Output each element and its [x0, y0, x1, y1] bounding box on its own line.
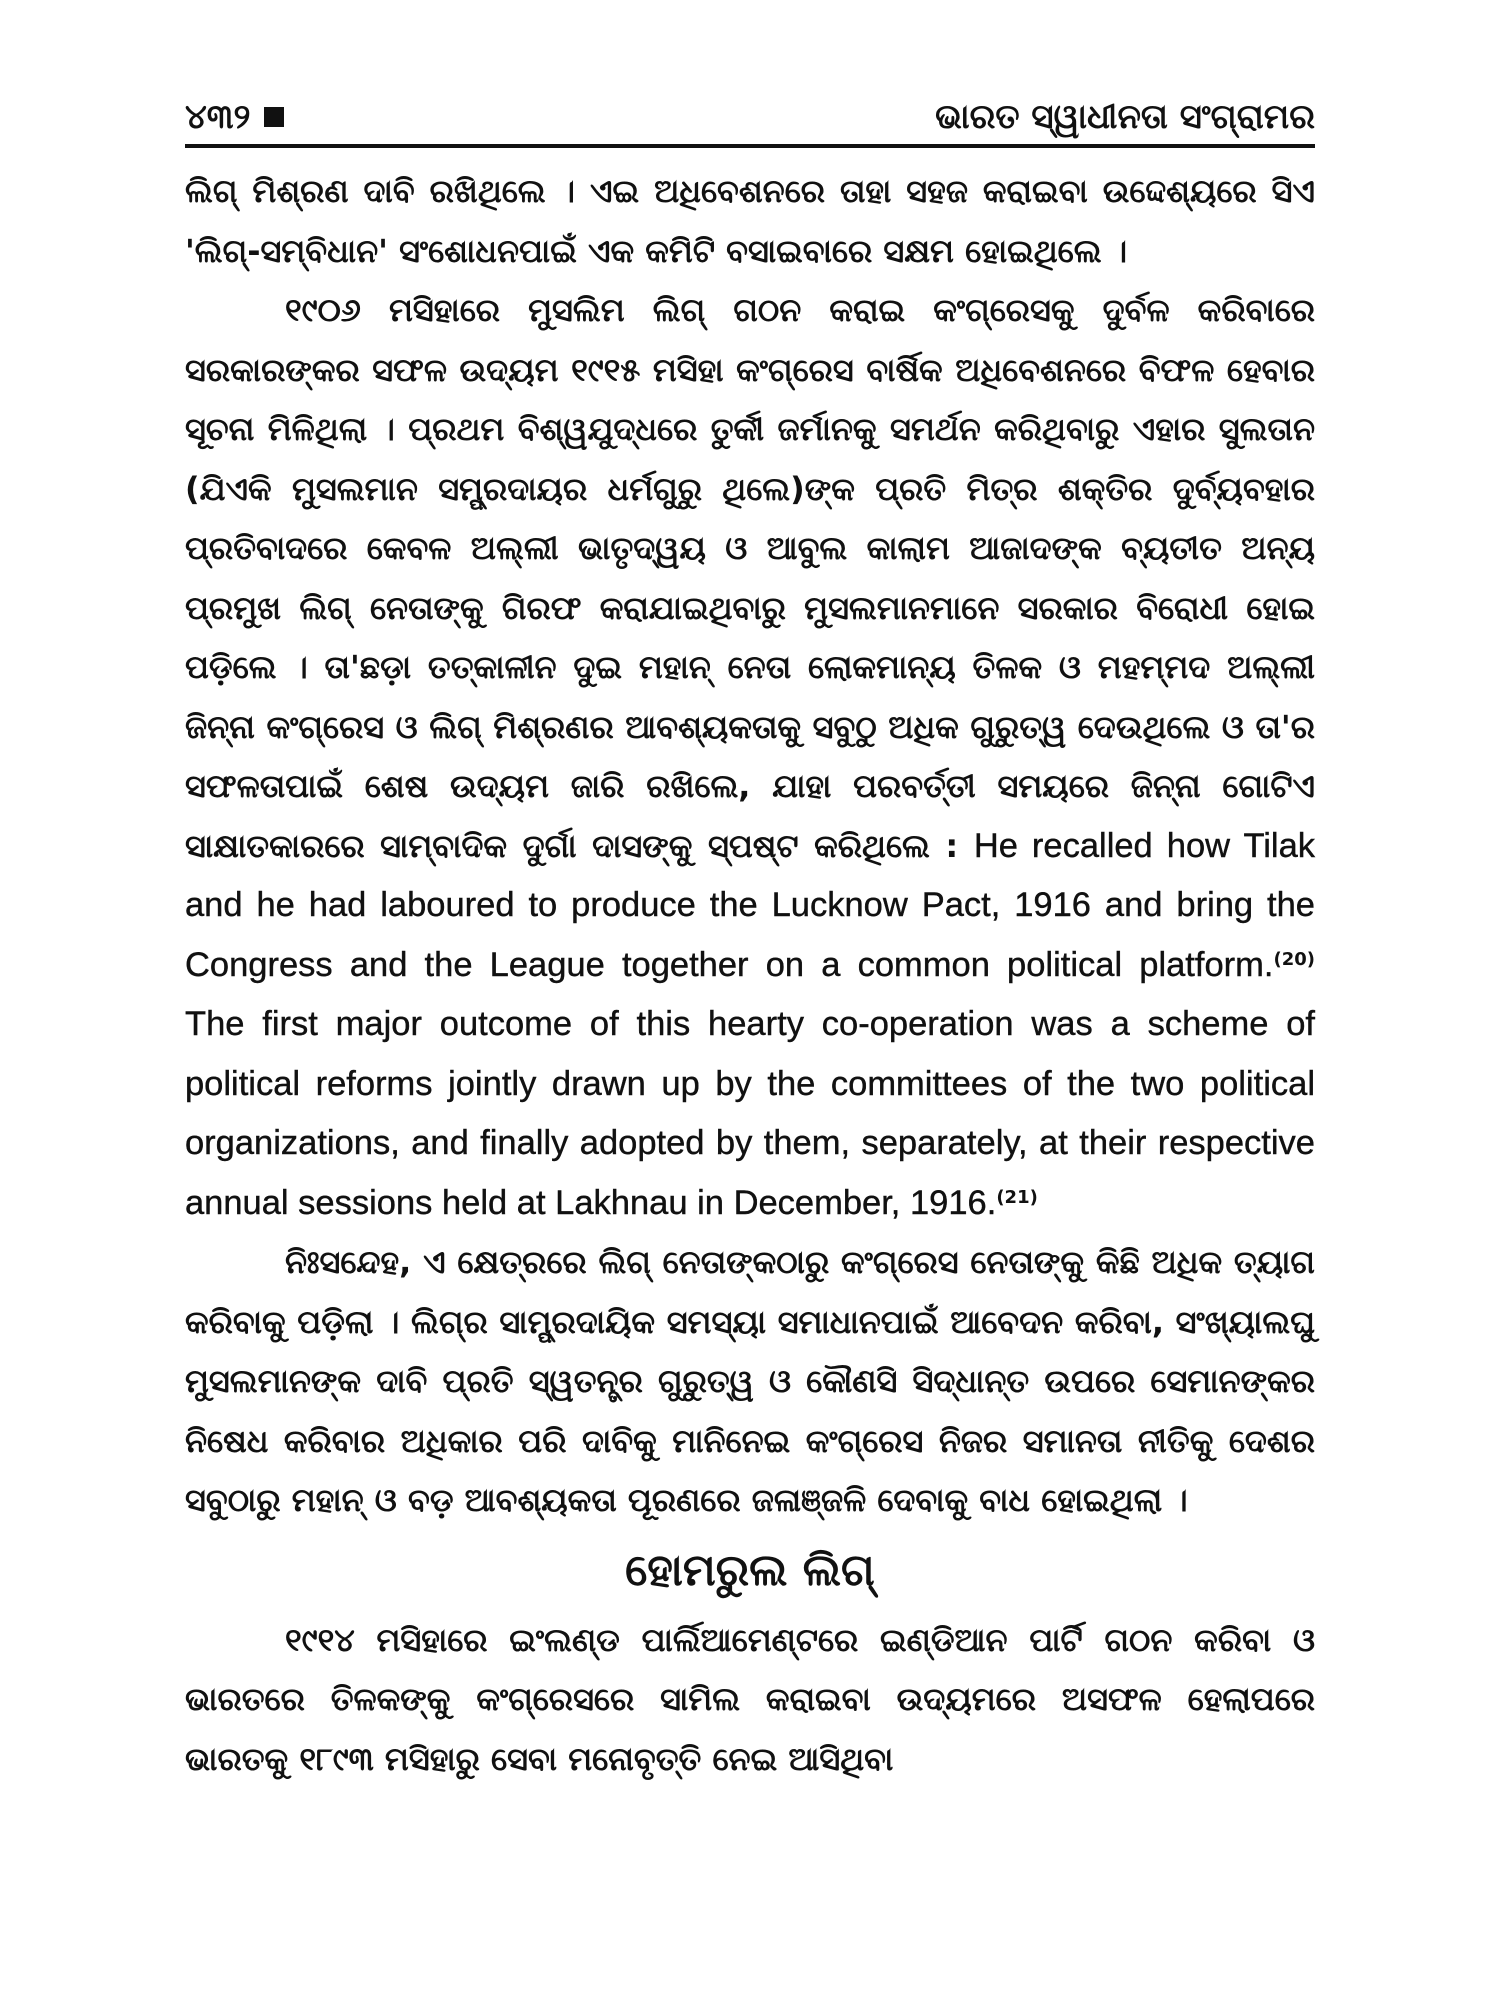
- paragraph-1: ଲିଗ୍ ମିଶ୍ରଣ ଦାବି ରଖିଥିଲେ । ଏଇ ଅଧିବେଶନରେ ତାହା ସହଜ କରାଇବା ଉଦ୍ଦେଶ୍ୟରେ ସିଏ 'ଲିଗ୍-ସମ୍ବିଧାନ' ସଂଶୋଧନପାଇଁ ଏକ କମିଟି ବସାଇବାରେ ସକ୍ଷମ ହୋଇଥିଲେ ।: [185, 172, 1315, 270]
- body-text: [185, 162, 1315, 1789]
- paragraph-2-odia: ୧୯୦୬ ମସିହାରେ ମୁସଲିମ ଲିଗ୍ ଗଠନ କରାଇ କଂଗ୍ରେସକୁ ଦୁର୍ବଳ କରିବାରେ ସରକାରଙ୍କର ସଫଳ ଉଦ୍ୟମ ୧୯୧୫ ମସିହା କଂଗ୍ରେସ ବାର୍ଷିକ ଅଧିବେଶନରେ ବିଫଳ ହେବାର ସୂଚନା ମିଳିଥିଲା । ପ୍ରଥମ ବିଶ୍ୱଯୁଦ୍ଧରେ ତୁର୍କୀ ଜର୍ମାନକୁ ସମର୍ଥନ କରିଥିବାରୁ ଏହାର ସୁଲତାନ (ଯିଏକି ମୁସଲମାନ ସମ୍ପ୍ରଦାୟର ଧର୍ମଗୁରୁ ଥିଲେ)ଙ୍କ ପ୍ରତି ମିତ୍ର ଶକ୍ତିର ଦୁର୍ବ୍ୟବହାର ପ୍ରତିବାଦରେ କେବଳ ଅଲ୍ଲୀ ଭାତୃଦ୍ୱୟ ଓ ଆବୁଲ କାଲାମ ଆଜାଦଙ୍କ ବ୍ୟତୀତ ଅନ୍ୟ ପ୍ରମୁଖ ଲିଗ୍ ନେତାଙ୍କୁ ଗିରଫ କରାଯାଇଥିବାରୁ ମୁସଲମାନମାନେ ସରକାର ବିରୋଧୀ ହୋଇ ପଡ଼ିଲେ । ତା'ଛଡ଼ା ତତ୍କାଳୀନ ଦୁଇ ମହାନ୍ ନେତା ଲୋକମାନ୍ୟ ତିଳକ ଓ ମହମ୍ମଦ ଅଲ୍ଲୀ ଜିନ୍ନା କଂଗ୍ରେସ ଓ ଲିଗ୍ ମିଶ୍ରଣର ଆବଶ୍ୟକତାକୁ ସବୁଠୁ ଅଧିକ ଗୁରୁତ୍ୱ ଦେଉଥିଲେ ଓ ତା'ର ସଫଳତାପାଇଁ ଶେଷ ଉଦ୍ୟମ ଜାରି ରଖିଲେ, ଯାହା ପରବର୍ତ୍ତୀ ସମୟରେ ଜିନ୍ନା ଗୋଟିଏ ସାକ୍ଷାତକାରରେ ସାମ୍ବାଦିକ ଦୁର୍ଗା ଦାସଙ୍କୁ ସ୍ପଷ୍ଟ କରିଥିଲେ :: [185, 291, 1315, 865]
- page-number: ୪୩୨: [185, 97, 251, 137]
- header-rule: [185, 144, 1315, 148]
- running-title: ଭାରତ ସ୍ୱାଧୀନତା ସଂଗ୍ରାମର: [935, 97, 1315, 137]
- page-header: [185, 92, 1315, 142]
- section-heading: ହୋମରୁଲ ଲିଗ୍: [625, 1544, 875, 1596]
- footnote-ref-20: (20): [1273, 948, 1315, 970]
- paragraph-3: ନିଃସନ୍ଦେହ, ଏ କ୍ଷେତ୍ରରେ ଲିଗ୍ ନେତାଙ୍କଠାରୁ କଂଗ୍ରେସ ନେତାଙ୍କୁ କିଛି ଅଧିକ ତ୍ୟାଗ କରିବାକୁ ପଡ଼ିଲା । ଲିଗ୍‌ର ସାମ୍ପ୍ରଦାୟିକ ସମସ୍ୟା ସମାଧାନପାଇଁ ଆବେଦନ କରିବା, ସଂଖ୍ୟାଲଘୁ ମୁସଲମାନଙ୍କ ଦାବି ପ୍ରତି ସ୍ୱତନ୍ତ୍ର ଗୁରୁତ୍ୱ ଓ କୌଣସି ସିଦ୍ଧାନ୍ତ ଉପରେ ସେମାନଙ୍କର ନିଷେଧ କରିବାର ଅଧିକାର ପରି ଦାବିକୁ ମାନିନେଇ କଂଗ୍ରେସ ନିଜର ସମାନତା ନୀତିକୁ ଦେଶର ସବୁଠାରୁ ମହାନ୍ ଓ ବଡ଼ ଆବଶ୍ୟକତା ପୂରଣରେ ଜଳାଞ୍ଜଳି ଦେବାକୁ ବାଧ ହୋଇଥିଲା ।: [185, 1243, 1315, 1519]
- page-number-block: [185, 97, 284, 137]
- quote-english-1: He recalled how Tilak and he had laboured to produce the Lucknow Pact, 1916 and bring the Congress and the League together on a common political platform.: [185, 826, 1316, 984]
- square-bullet-icon: [264, 107, 284, 127]
- paragraph-2: [185, 281, 1315, 1233]
- quote-english-2: The first major outcome of this hearty co-operation was a scheme of political reforms jointly drawn up by the committees of the two political organizations, and finally adopted by them, separately, at their respective annual sessions held at Lakhnau in December, 1916.: [185, 1005, 1315, 1222]
- footnote-ref-21: (21): [996, 1186, 1038, 1208]
- paragraph-4: ୧୯୧୪ ମସିହାରେ ଇଂଲଣ୍ଡ ପାର୍ଲିଆମେଣ୍ଟରେ ଇଣ୍ଡିଆନ ପାର୍ଟି ଗଠନ କରିବା ଓ ଭାରତରେ ତିଳକଙ୍କୁ କଂଗ୍ରେସରେ ସାମିଲ କରାଇବା ଉଦ୍ୟମରେ ଅସଫଳ ହେଲାପରେ ଭାରତକୁ ୧୮୯୩ ମସିହାରୁ ସେବା ମନୋବୃତ୍ତି ନେଇ ଆସିଥିବା: [185, 1620, 1315, 1778]
